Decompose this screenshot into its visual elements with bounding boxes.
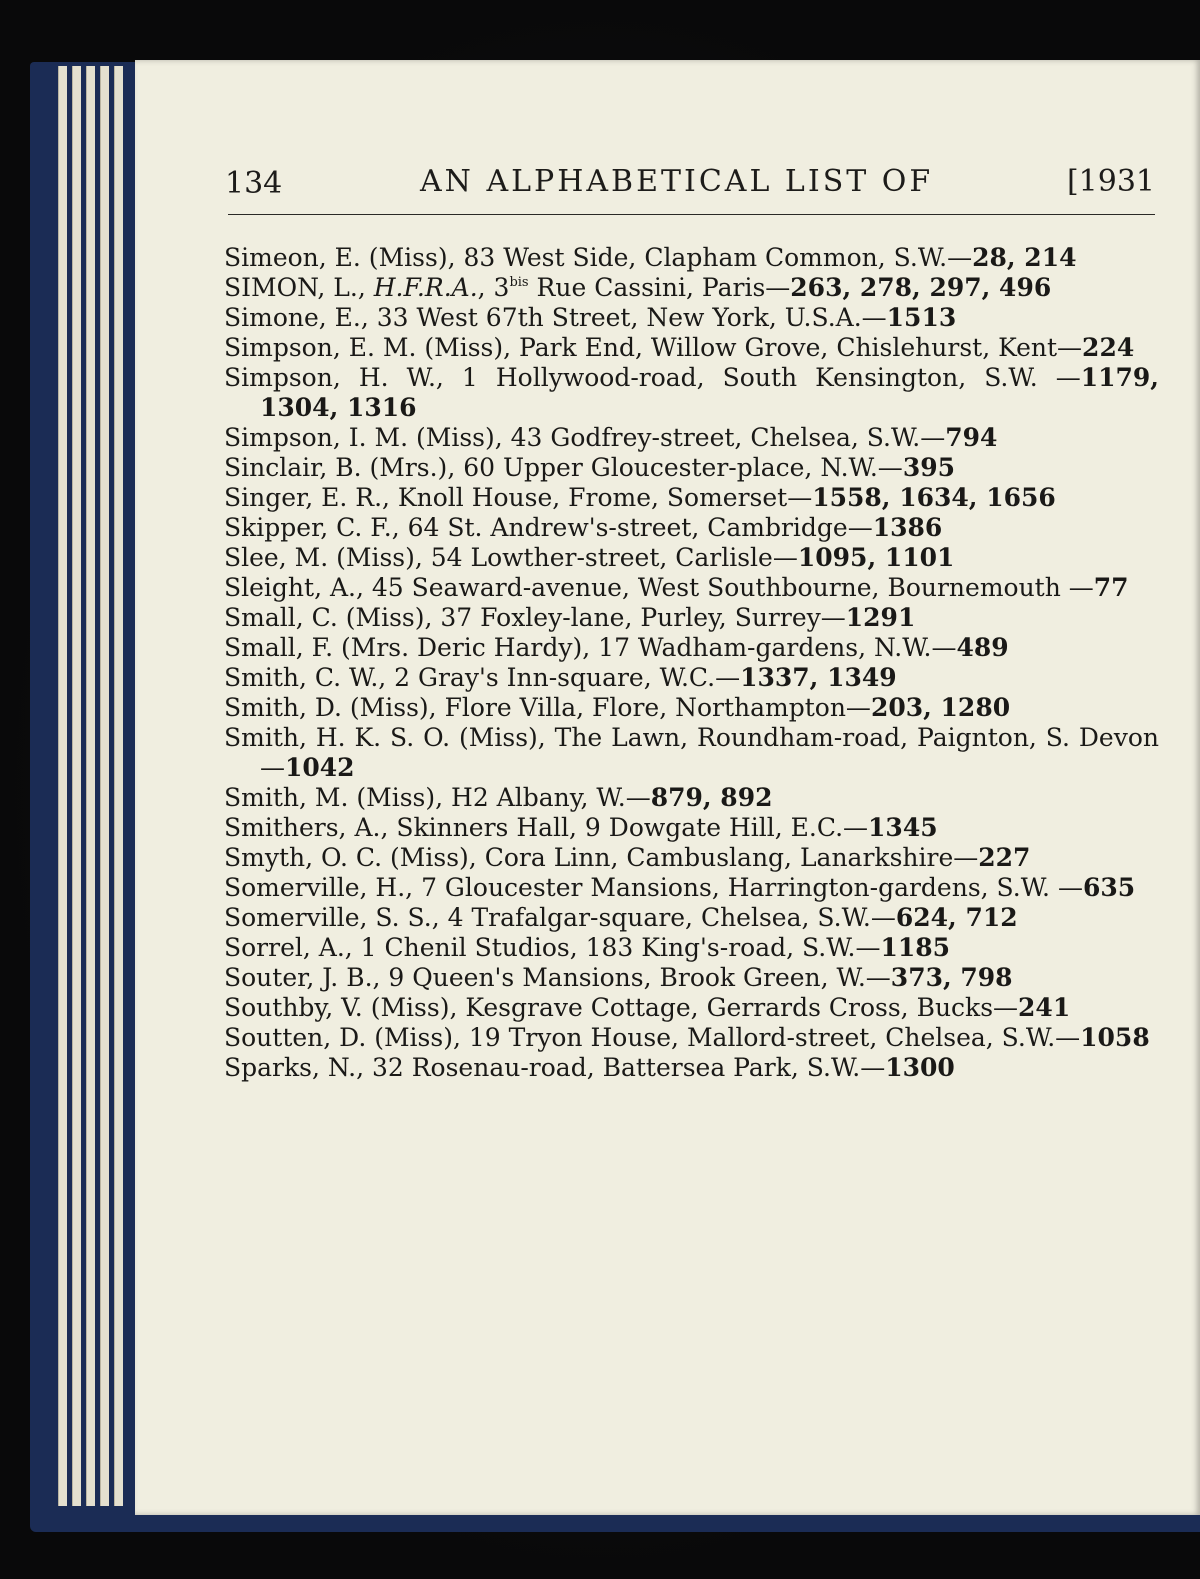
list-entry (224, 963, 1159, 993)
entry-numbers: 1179, 1304, 1316 (260, 363, 1159, 422)
entry-text: Skipper, C. F., 64 St. Andrew's-street, Cambridge— (224, 513, 873, 542)
entry-text: Slee, M. (Miss), 54 Lowther-street, Carlisle— (224, 543, 798, 572)
page-edge (58, 66, 67, 1506)
list-entry (224, 303, 1159, 333)
entry-text: Sorrel, A., 1 Chenil Studios, 183 King's-road, S.W.— (224, 933, 881, 962)
list-entry (224, 423, 1159, 453)
entry-text: Smith, D. (Miss), Flore Villa, Flore, Northampton— (224, 693, 871, 722)
list-entry (224, 1023, 1159, 1053)
list-entry (224, 813, 1159, 843)
list-entry (224, 933, 1159, 963)
list-entry (224, 873, 1159, 903)
page-edge (114, 66, 123, 1506)
list-entry (224, 693, 1159, 723)
entry-numbers: 1042 (285, 753, 355, 782)
page-edge (72, 66, 81, 1506)
entry-numbers: 395 (902, 453, 955, 482)
entry-numbers: 624, 712 (895, 903, 1018, 932)
entry-text: Simpson, E. M. (Miss), Park End, Willow Grove, Chislehurst, Kent— (224, 333, 1083, 362)
list-entry (224, 543, 1159, 573)
entry-list (224, 243, 1159, 1083)
entry-text: Southby, V. (Miss), Kesgrave Cottage, Gerrards Cross, Bucks— (224, 993, 1019, 1022)
entry-numbers: 1386 (872, 513, 943, 542)
entry-text: Sleight, A., 45 Seaward-avenue, West Southbourne, Bournemouth — (224, 573, 1094, 602)
entry-text: Somerville, S. S., 4 Trafalgar-square, Chelsea, S.W.— (224, 903, 896, 932)
entry-numbers: 263, 278, 297, 496 (790, 273, 1052, 302)
list-entry (224, 573, 1159, 603)
list-entry (224, 723, 1159, 783)
entry-text: Small, F. (Mrs. Deric Hardy), 17 Wadham-gardens, N.W.— (224, 633, 957, 662)
running-head (225, 162, 1155, 212)
list-entry (224, 993, 1159, 1023)
entry-text: Simpson, H. W., 1 Hollywood-road, South Kensington, S.W. — (224, 363, 1081, 392)
entry-numbers: 1513 (886, 303, 957, 332)
entry-numbers: 794 (945, 423, 998, 452)
entry-text: Singer, E. R., Knoll House, Frome, Somerset— (224, 483, 813, 512)
page-edge (86, 66, 95, 1506)
entry-text: Simeon, E. (Miss), 83 West Side, Clapham Common, S.W.— (224, 243, 973, 272)
entry-numbers: 489 (956, 633, 1009, 662)
entry-numbers: 224 (1082, 333, 1135, 362)
list-entry (224, 483, 1159, 513)
list-entry (224, 603, 1159, 633)
entry-numbers: 635 (1082, 873, 1136, 902)
entry-honor: H.F.R.A. (373, 273, 478, 302)
entry-numbers: 227 (978, 843, 1031, 872)
header-rule (228, 214, 1155, 215)
list-entry (224, 633, 1159, 663)
entry-text: Souter, J. B., 9 Queen's Mansions, Brook Green, W.— (224, 963, 891, 992)
entry-text: Smithers, A., Skinners Hall, 9 Dowgate Hill, E.C.— (224, 813, 869, 842)
list-entry (224, 663, 1159, 693)
entry-numbers: 879, 892 (650, 783, 773, 812)
list-entry (224, 333, 1159, 363)
entry-numbers: 1185 (880, 933, 951, 962)
entry-text: Simone, E., 33 West 67th Street, New York, U.S.A.— (224, 303, 887, 332)
entry-numbers: 373, 798 (890, 963, 1013, 992)
entry-numbers: 1558, 1634, 1656 (812, 483, 1056, 512)
entry-numbers: 241 (1018, 993, 1071, 1022)
entry-numbers: 1337, 1349 (740, 663, 897, 692)
entry-text: Sparks, N., 32 Rosenau-road, Battersea Park, S.W.— (224, 1053, 886, 1082)
entry-text: Soutten, D. (Miss), 19 Tryon House, Mallord-street, Chelsea, S.W.— (224, 1023, 1081, 1052)
entry-text: Simpson, I. M. (Miss), 43 Godfrey-street, Chelsea, S.W.— (224, 423, 946, 452)
entry-numbers: 28, 214 (972, 243, 1077, 272)
page-edge (100, 66, 109, 1506)
entry-numbers: 203, 1280 (870, 693, 1011, 722)
entry-text: Somerville, H., 7 Gloucester Mansions, Harrington-gardens, S.W. — (224, 873, 1083, 902)
entry-numbers: 1300 (885, 1053, 955, 1082)
list-entry (224, 243, 1159, 273)
page-number: 134 (225, 166, 283, 201)
list-entry (224, 843, 1159, 873)
entry-text: Small, C. (Miss), 37 Foxley-lane, Purley, Surrey— (224, 603, 846, 632)
entry-numbers: 1095, 1101 (797, 543, 955, 572)
entry-text: Smith, H. K. S. O. (Miss), The Lawn, Roundham-road, Paignton, S. Devon— (224, 723, 1159, 782)
list-entry (224, 273, 1159, 303)
entry-numbers: 1058 (1080, 1023, 1150, 1052)
entry-text: Smith, C. W., 2 Gray's Inn-square, W.C.— (224, 663, 741, 692)
page-title: AN ALPHABETICAL LIST OF (420, 164, 934, 199)
list-entry (224, 363, 1159, 423)
entry-superscript: bis (509, 275, 529, 290)
entry-text: Smyth, O. C. (Miss), Cora Linn, Cambuslang, Lanarkshire— (224, 843, 979, 872)
entry-text: Rue Cassini, Paris— (528, 273, 791, 302)
entry-numbers: 1345 (868, 813, 938, 842)
entry-numbers: 77 (1093, 573, 1129, 602)
entry-numbers: 1291 (845, 603, 916, 632)
list-entry (224, 1053, 1159, 1083)
list-entry (224, 513, 1159, 543)
list-entry (224, 783, 1159, 813)
year-label: [1931 (1066, 164, 1155, 199)
entry-text: Smith, M. (Miss), H2 Albany, W.— (224, 783, 651, 812)
list-entry (224, 903, 1159, 933)
entry-sep: , 3 (477, 273, 510, 302)
entry-text: Sinclair, B. (Mrs.), 60 Upper Gloucester-place, N.W.— (224, 453, 903, 482)
entry-name: SIMON, L., (224, 273, 374, 302)
list-entry (224, 453, 1159, 483)
